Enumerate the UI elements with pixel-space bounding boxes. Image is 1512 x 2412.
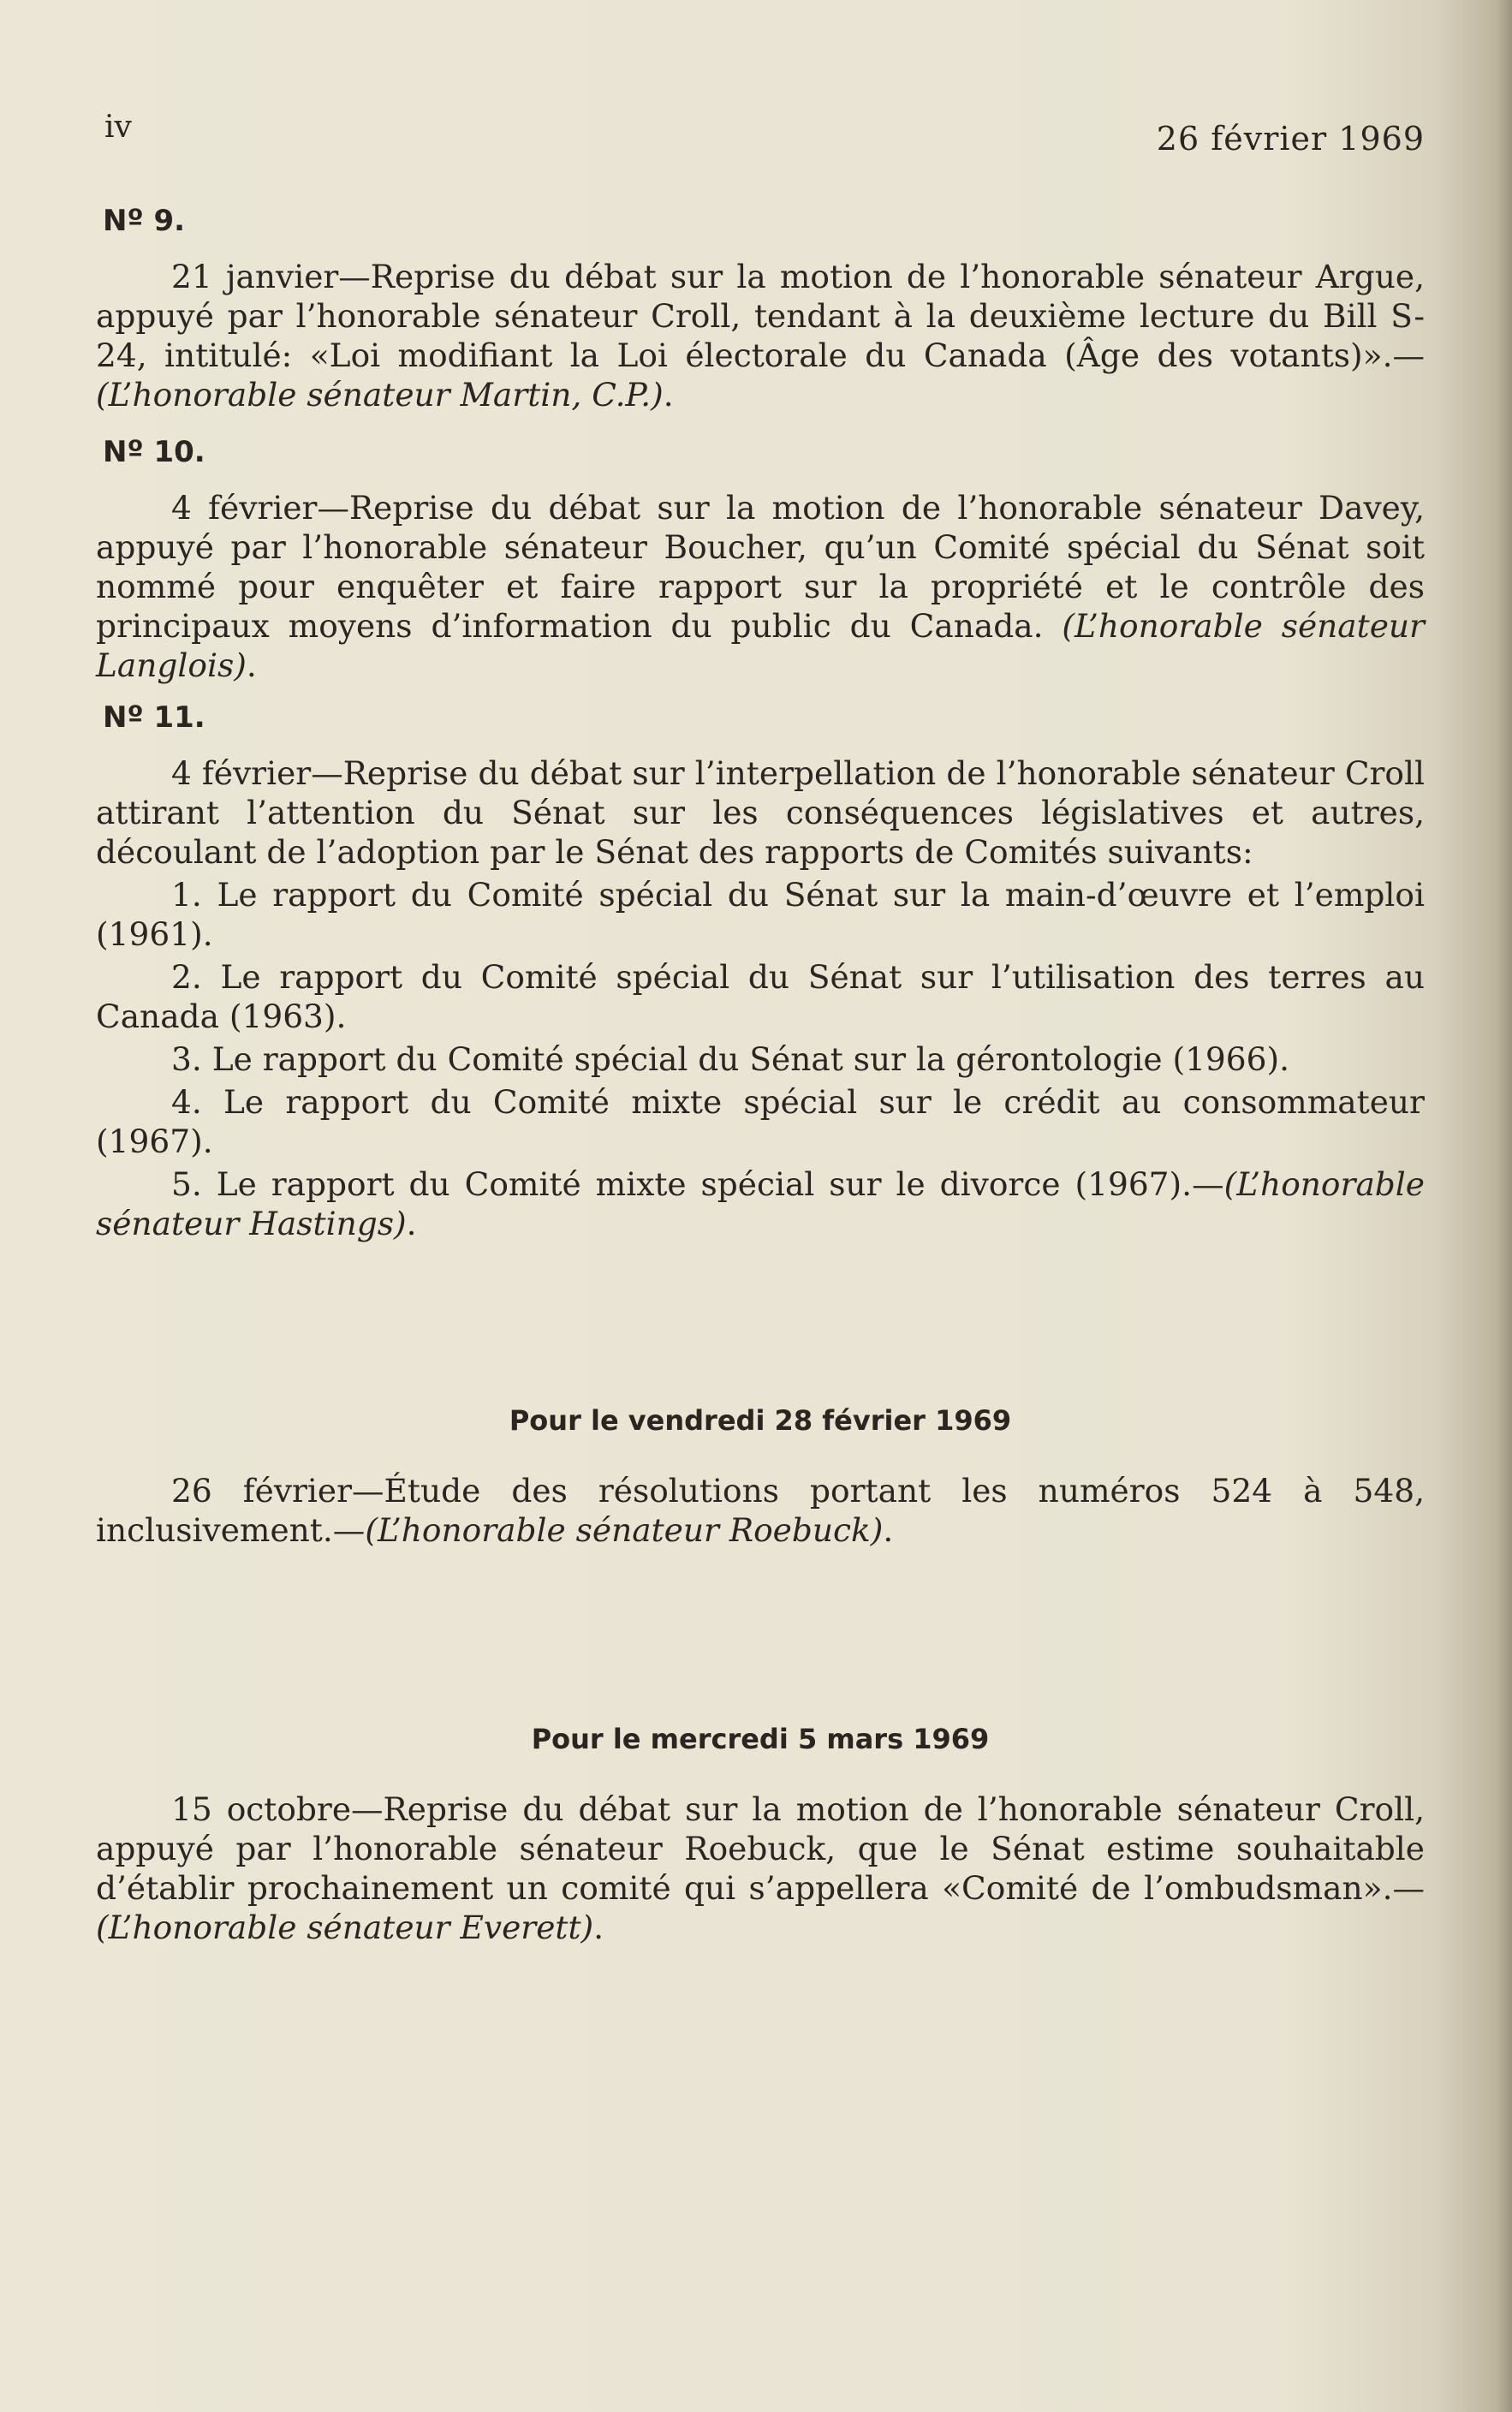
item-attribution: (L’honorable sénateur Roebuck) [365, 1511, 884, 1549]
section-friday-item [96, 1471, 1425, 1550]
item-attribution: (L’honorable sénateur Hastings) [96, 1165, 1425, 1242]
item-attribution: (L’honorable sénateur Langlois) [96, 607, 1425, 684]
order-item-11 [96, 700, 1425, 1243]
list-item: 1. Le rapport du Comité spécial du Sénat sur la main-d’œuvre et l’emploi (1961). [96, 876, 1425, 953]
item-text: 26 février—Étude des résolutions portant les numéros 524 à 548, inclusivement.—(L’honorable sénateur Roebuck). [96, 1472, 1425, 1549]
item-number: Nº 10. [103, 435, 205, 469]
list-item: 5. Le rapport du Comité mixte spécial sur le divorce (1967).—(L’honorable sénateur Hastings). [96, 1165, 1425, 1242]
order-item-10 [96, 435, 1425, 685]
list-item: 2. Le rapport du Comité spécial du Sénat sur l’utilisation des terres au Canada (1963). [96, 958, 1425, 1035]
list-item: 4. Le rapport du Comité mixte spécial sur le crédit au consommateur (1967). [96, 1083, 1425, 1160]
item-attribution: (L’honorable sénateur Martin, C.P.) [96, 376, 664, 414]
page-date: 26 février 1969 [1156, 120, 1425, 158]
item-text: 4 février—Reprise du débat sur la motion de l’honorable sénateur Davey, appuyé par l’honorable sénateur Boucher, qu’un Comité spécial du Sénat soit nommé pour enquêter et faire rapport sur la propriété et le contrôle des principaux moyens d’information du public du Canada. (L’honorable sénateur Langlois). [96, 489, 1425, 684]
order-item-9 [96, 204, 1425, 414]
page-number: iv [104, 110, 132, 145]
item-number: Nº 11. [103, 700, 205, 735]
list-item: 3. Le rapport du Comité spécial du Sénat sur la gérontologie (1966). [171, 1040, 1290, 1078]
section-wednesday-item [96, 1790, 1425, 1947]
section-title-wednesday: Pour le mercredi 5 mars 1969 [531, 1723, 990, 1755]
item-text: 4 février—Reprise du débat sur l’interpellation de l’honorable sénateur Croll attirant l’attention du Sénat sur les conséquences législatives et autres, découlant de l’adoption par le Sénat des rapports de Comités suivants: [96, 754, 1425, 871]
section-title-friday: Pour le vendredi 28 février 1969 [509, 1404, 1012, 1437]
item-attribution: (L’honorable sénateur Everett) [96, 1909, 594, 1946]
item-text: 21 janvier—Reprise du débat sur la motion de l’honorable sénateur Argue, appuyé par l’honorable sénateur Croll, tendant à la deuxième lecture du Bill S-24, intitulé: «Loi modifiant la Loi électorale du Canada (Âge des votants)».—(L’honorable sénateur Martin, C.P.). [96, 258, 1425, 414]
document-page [96, 0, 1425, 2412]
item-number: Nº 9. [103, 204, 186, 238]
item-text: 15 octobre—Reprise du débat sur la motion de l’honorable sénateur Croll, appuyé par l’honorable sénateur Roebuck, que le Sénat estime souhaitable d’établir prochainement un comité qui s’appellera «Comité de l’ombudsman».—(L’honorable sénateur Everett). [96, 1790, 1425, 1946]
